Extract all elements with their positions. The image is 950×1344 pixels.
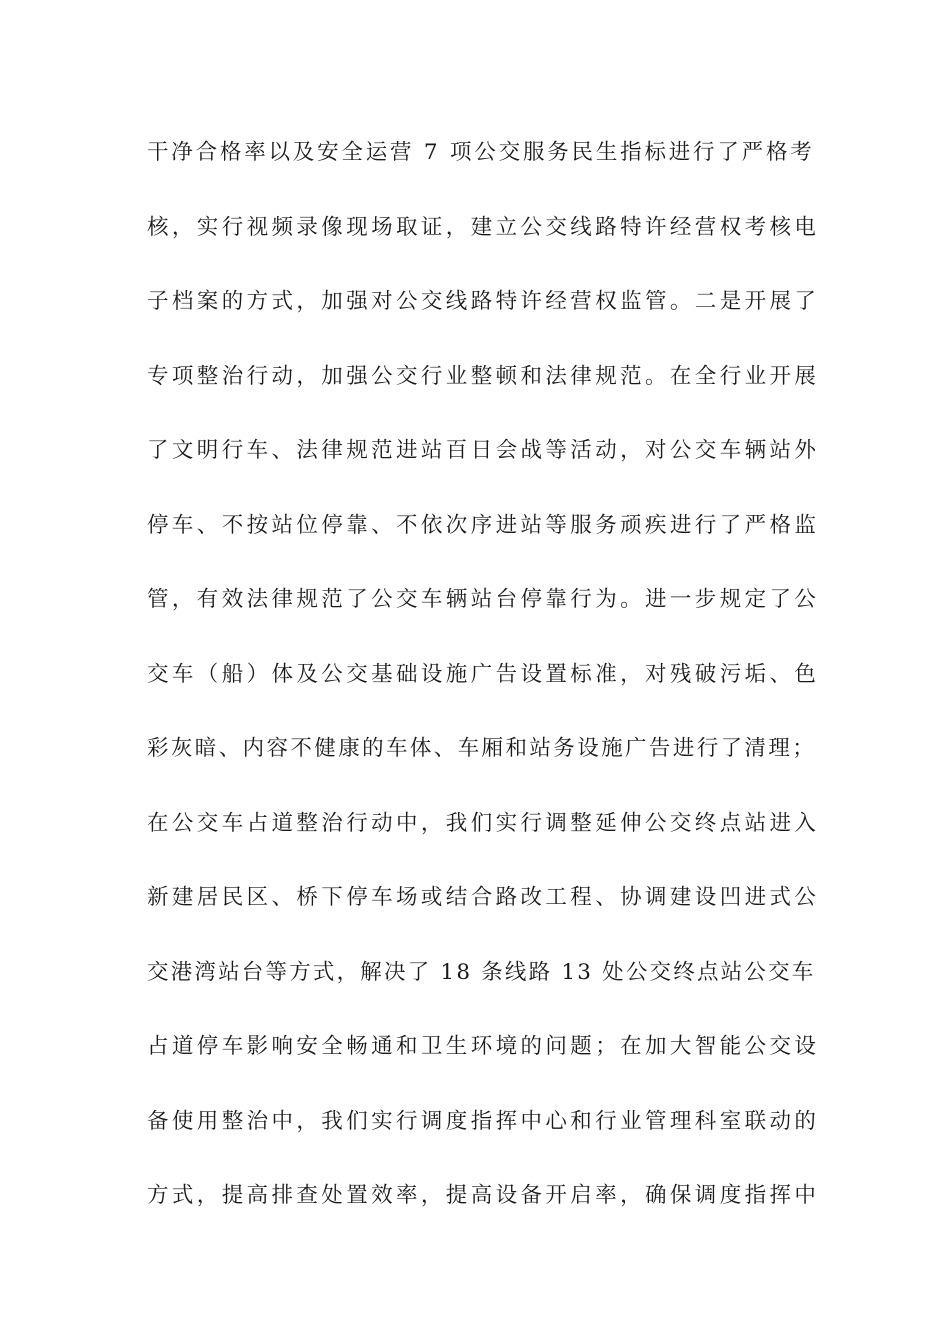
text-line: 交车（船）体及公交基础设施广告设置标准，对残破污垢、色 — [147, 661, 820, 687]
text-line: 了文明行车、法律规范进站百日会战等活动，对公交车辆站外 — [147, 438, 820, 463]
text-line: 停车、不按站位停靠、不依次序进站等服务顽疾进行了严格监 — [147, 512, 820, 538]
text-line: 在公交车占道整治行动中，我们实行调整延伸公交终点站进入 — [147, 810, 820, 836]
text-line: 彩灰暗、内容不健康的车体、车厢和站务设施广告进行了清理； — [147, 736, 817, 761]
text-line: 新建居民区、桥下停车场或结合路改工程、协调建设凹进式公 — [147, 885, 820, 910]
text-line: 干净合格率以及安全运营 7 项公交服务民生指标进行了严格考 — [147, 140, 815, 165]
text-line: 备使用整治中，我们实行调度指挥中心和行业管理科室联动的 — [147, 1108, 820, 1134]
body-text — [147, 134, 820, 1252]
text-line: 方式，提高排查处置效率，提高设备开启率，确保调度指挥中 — [147, 1183, 820, 1208]
text-line: 子档案的方式，加强对公交线路特许经营权监管。二是开展了 — [147, 289, 820, 314]
text-line: 核，实行视频录像现场取证，建立公交线路特许经营权考核电 — [147, 214, 820, 240]
text-line: 占道停车影响安全畅通和卫生环境的问题；在加大智能公交设 — [147, 1034, 820, 1059]
text-line: 交港湾站台等方式，解决了 18 条线路 13 处公交终点站公交车 — [147, 959, 816, 985]
text-line: 专项整治行动，加强公交行业整顿和法律规范。在全行业开展 — [147, 363, 820, 389]
text-line: 管，有效法律规范了公交车辆站台停靠行为。进一步规定了公 — [147, 587, 820, 612]
